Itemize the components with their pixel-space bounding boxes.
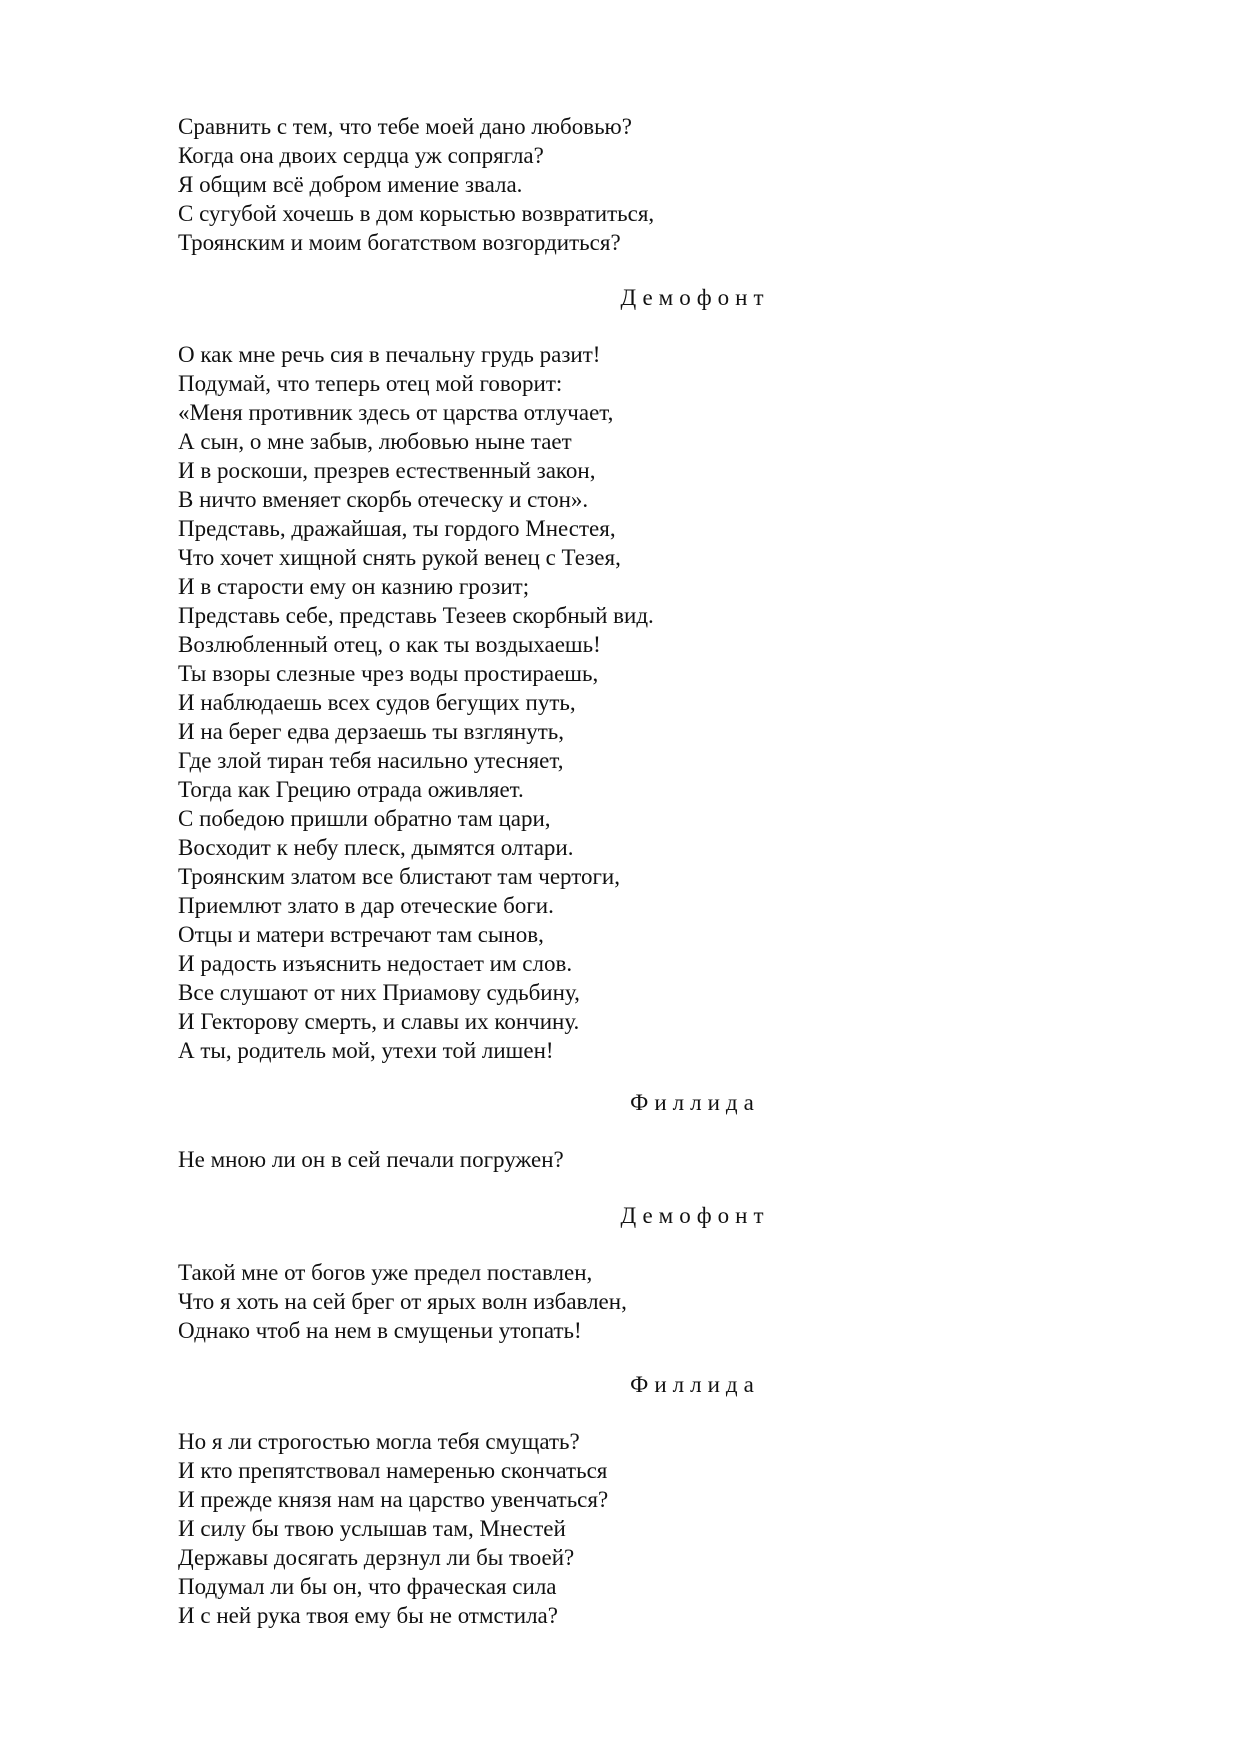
verse-line: Возлюбленный отец, о как ты воздыхаешь! xyxy=(178,632,601,657)
verse-line: Ты взоры слезные чрез воды простираешь, xyxy=(178,661,599,686)
verse-line: Приемлют злато в дар отеческие боги. xyxy=(178,893,554,918)
verse-line: Но я ли строгостью могла тебя смущать? xyxy=(178,1429,580,1454)
verse-line: Представь, дражайшая, ты гордого Мнестея, xyxy=(178,516,616,541)
verse-line: И наблюдаешь всех судов бегущих путь, xyxy=(178,690,576,715)
verse-line: Где злой тиран тебя насильно утесняет, xyxy=(178,748,564,773)
verse-line: И с ней рука твоя ему бы не отмстила? xyxy=(178,1603,558,1628)
speaker-heading: Демофонт xyxy=(620,285,770,310)
verse-line: Державы досягать дерзнул ли бы твоей? xyxy=(178,1545,575,1570)
verse-line: Не мною ли он в сей печали погружен? xyxy=(178,1147,564,1172)
verse-stanza xyxy=(178,1427,608,1630)
verse-stanza xyxy=(178,112,654,257)
verse-line: И на берег едва дерзаешь ты взглянуть, xyxy=(178,719,565,744)
verse-line: С победою пришли обратно там цари, xyxy=(178,806,551,831)
speaker-heading: Филлида xyxy=(630,1372,760,1397)
verse-line: А ты, родитель мой, утехи той лишен! xyxy=(178,1038,554,1063)
verse-line: И радость изъяснить недостает им слов. xyxy=(178,951,573,976)
verse-line: В ничто вменяет скорбь отеческу и стон». xyxy=(178,487,589,512)
verse-line: Восходит к небу плеск, дымятся олтари. xyxy=(178,835,574,860)
speaker-heading: Филлида xyxy=(630,1090,760,1115)
verse-line: Все слушают от них Приамову судьбину, xyxy=(178,980,580,1005)
verse-stanza xyxy=(178,1258,627,1345)
verse-line: И силу бы твою услышав там, Мнестей xyxy=(178,1516,566,1541)
verse-line: С сугубой хочешь в дом корыстью возвратиться, xyxy=(178,201,655,226)
verse-line: Тогда как Грецию отрада оживляет. xyxy=(178,777,524,802)
verse-line: Отцы и матери встречают там сынов, xyxy=(178,922,544,947)
verse-line: Что хочет хищной снять рукой венец с Тезея, xyxy=(178,545,621,570)
verse-line: Что я хоть на сей брег от ярых волн избавлен, xyxy=(178,1289,627,1314)
verse-line: Когда она двоих сердца уж сопрягла? xyxy=(178,143,544,168)
speaker-heading: Демофонт xyxy=(620,1203,770,1228)
verse-line: О как мне речь сия в печальну грудь разит! xyxy=(178,342,601,367)
verse-line: И в роскоши, презрев естественный закон, xyxy=(178,458,596,483)
verse-line: И прежде князя нам на царство увенчаться? xyxy=(178,1487,609,1512)
verse-line: Подумай, что теперь отец мой говорит: xyxy=(178,371,563,396)
verse-line: И кто препятствовал намеренью скончаться xyxy=(178,1458,608,1483)
verse-line: И Гекторову смерть, и славы их кончину. xyxy=(178,1009,580,1034)
verse-line: Троянским златом все блистают там чертоги, xyxy=(178,864,620,889)
verse-stanza xyxy=(178,340,654,1065)
verse-line: Такой мне от богов уже предел поставлен, xyxy=(178,1260,593,1285)
verse-line: Троянским и моим богатством возгордиться? xyxy=(178,230,621,255)
verse-line: И в старости ему он казнию грозит; xyxy=(178,574,530,599)
verse-line: Представь себе, представь Тезеев скорбный вид. xyxy=(178,603,654,628)
verse-line: А сын, о мне забыв, любовью ныне тает xyxy=(178,429,572,454)
verse-stanza xyxy=(178,1145,564,1174)
verse-line: Однако чтоб на нем в смущеньи утопать! xyxy=(178,1318,582,1343)
verse-line: Я общим всё добром имение звала. xyxy=(178,172,523,197)
verse-line: Сравнить с тем, что тебе моей дано любовью? xyxy=(178,114,632,139)
verse-line: Подумал ли бы он, что фраческая сила xyxy=(178,1574,557,1599)
verse-line: «Меня противник здесь от царства отлучает, xyxy=(178,400,614,425)
